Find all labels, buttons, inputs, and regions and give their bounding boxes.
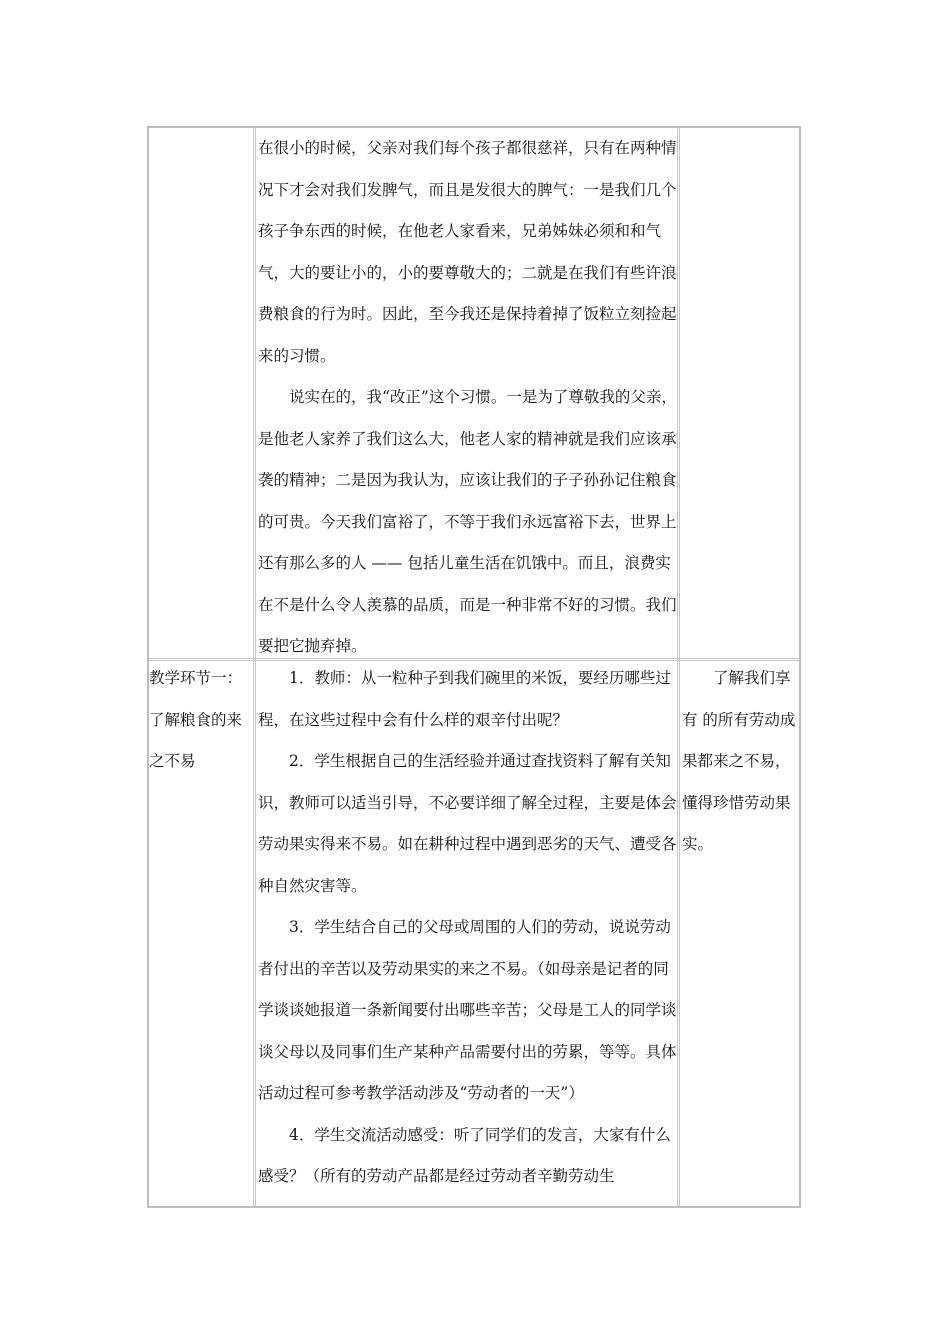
row1-paragraph: 说实在的，我“改正”这个习惯。一是为了尊敬我的父亲，是他老人家养了我们这么大，他老人家的精神就是我们应该承袭的精神；二是因为我认为，应该让我们的子子孙孙记住粮食的可贵。今天我们富裕了，不等于我们永远富裕下去，世界上还有那么多的人 —— 包括儿童生活在饥饿中。而且，浪费实在不是什么令人羡慕的品质，而是一种非常不好的习惯。我们要把它抛弃掉。 bbox=[258, 388, 677, 655]
row2-stage-cell bbox=[149, 658, 250, 783]
row2-paragraph: 3．学生结合自己的父母或周围的人们的劳动，说说劳动者付出的辛苦以及劳动果实的来之不易。（如母亲是记者的同学谈谈她报道一条新闻要付出哪些辛苦；父母是工人的同学谈谈父母以及同事们生产某种产品需要付出的劳累，等等。具体活动过程可参考教学活动涉及“劳动者的一天”） bbox=[258, 918, 677, 1102]
row2-content-cell bbox=[258, 658, 678, 1206]
stage-label: 教学环节一：了解粮食的来之不易 bbox=[149, 669, 243, 770]
row1-paragraph: 在很小的时候，父亲对我们每个孩子都很慈祥，只有在两种情况下才会对我们发脾气，而且是发很大的脾气：一是我们几个孩子争东西的时候，在他老人家看来，兄弟姊妹必须和和气气，大的要让小的，小的要尊敬大的；二就是在我们有些许浪费粮食的行为时。因此，至今我还是保持着掉了饭粒立刻捡起来的习惯。 bbox=[258, 139, 677, 365]
row2-paragraph: 1．教师：从一粒种子到我们碗里的米饭，要经历哪些过程，在这些过程中会有什么样的艰辛付出呢？ bbox=[258, 669, 671, 729]
lesson-plan-table bbox=[147, 126, 801, 1208]
row2-goal-cell bbox=[682, 658, 800, 866]
row1-content-cell bbox=[258, 128, 678, 668]
goal-text: 了解我们享有 的所有劳动成 果都来之不易，懂得珍惜劳动果实。 bbox=[682, 669, 796, 853]
row2-paragraph: 2．学生根据自己的生活经验并通过查找资料了解有关知识，教师可以适当引导，不必要详细了解全过程，主要是体会劳动果实得来不易。如在耕种过程中遇到恶劣的天气、遭受各种自然灾害等。 bbox=[258, 752, 677, 895]
row2-paragraph: 4．学生交流活动感受：听了同学们的发言，大家有什么感受？（所有的劳动产品都是经过劳动者辛勤劳动生 bbox=[258, 1125, 671, 1185]
column-divider bbox=[253, 128, 256, 1206]
